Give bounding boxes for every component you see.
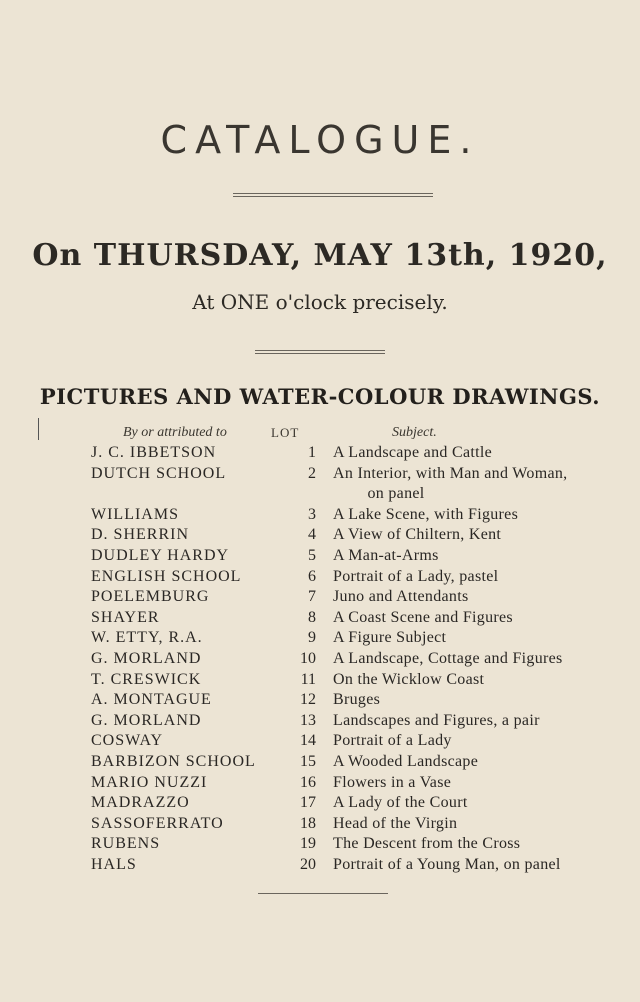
lot-subject: Head of the Virgin bbox=[333, 814, 458, 832]
catalogue-title: CATALOGUE. bbox=[160, 118, 480, 162]
lot-subject: A View of Chiltern, Kent bbox=[333, 526, 502, 544]
lot-artist: J. C. IBBETSON bbox=[91, 444, 217, 461]
lot-number: 1 bbox=[308, 444, 316, 461]
margin-mark bbox=[38, 418, 39, 440]
lot-subject: Bruges bbox=[333, 691, 381, 709]
sale-date: On THURSDAY, MAY 13th, 1920, bbox=[32, 238, 608, 273]
lot-row bbox=[0, 835, 640, 856]
lot-artist: D. SHERRIN bbox=[91, 526, 190, 544]
lot-row bbox=[0, 712, 640, 733]
lot-subject: Portrait of a Young Man, on panel bbox=[333, 856, 561, 873]
section-heading: PICTURES AND WATER-COLOUR DRAWINGS. bbox=[39, 384, 601, 409]
lot-number: 3 bbox=[308, 505, 316, 523]
lot-artist: T. CRESWICK bbox=[91, 670, 202, 688]
lot-number: 6 bbox=[308, 567, 316, 585]
lot-number: 13 bbox=[300, 711, 316, 729]
divider-rule bbox=[258, 893, 388, 894]
lot-artist: RUBENS bbox=[91, 835, 161, 853]
lot-number: 11 bbox=[300, 670, 316, 688]
lot-row bbox=[0, 506, 640, 527]
lot-row bbox=[0, 609, 640, 630]
lot-row bbox=[0, 856, 640, 877]
lot-artist: MARIO NUZZI bbox=[91, 773, 208, 791]
lot-artist: DUTCH SCHOOL bbox=[91, 464, 227, 482]
lot-artist: G. MORLAND bbox=[91, 650, 202, 667]
lot-artist: BARBIZON SCHOOL bbox=[91, 753, 256, 770]
lot-subject: A Figure Subject bbox=[333, 629, 447, 647]
lot-subject-continuation: on panel bbox=[367, 485, 425, 503]
lot-artist: G. MORLAND bbox=[91, 711, 202, 729]
lot-row bbox=[0, 588, 640, 609]
lot-subject: Flowers in a Vase bbox=[333, 773, 452, 791]
lot-artist: SASSOFERRATO bbox=[91, 814, 224, 832]
lot-artist: ENGLISH SCHOOL bbox=[91, 567, 242, 585]
lot-row bbox=[0, 815, 640, 836]
lot-subject: The Descent from the Cross bbox=[333, 835, 521, 853]
lot-subject: An Interior, with Man and Woman, bbox=[333, 464, 568, 482]
lot-number: 12 bbox=[300, 691, 316, 709]
lot-number: 7 bbox=[308, 588, 316, 606]
lot-subject: A Coast Scene and Figures bbox=[333, 608, 513, 626]
lot-row bbox=[0, 774, 640, 795]
lot-artist: HALS bbox=[91, 856, 137, 873]
lot-number: 15 bbox=[300, 753, 316, 770]
lot-subject: A Landscape and Cattle bbox=[333, 444, 492, 461]
lot-row bbox=[0, 671, 640, 692]
sale-time: At ONE o'clock precisely. bbox=[192, 290, 448, 314]
lot-row bbox=[0, 691, 640, 712]
divider-rule bbox=[255, 350, 385, 354]
lot-number: 20 bbox=[300, 856, 316, 873]
lot-number: 16 bbox=[300, 773, 316, 791]
lot-number: 10 bbox=[300, 650, 316, 667]
lot-row bbox=[0, 444, 640, 465]
lot-row bbox=[0, 526, 640, 547]
lot-number: 8 bbox=[308, 608, 316, 626]
lot-number: 17 bbox=[300, 794, 316, 812]
lot-row bbox=[0, 794, 640, 815]
lot-artist: WILLIAMS bbox=[91, 505, 179, 523]
lot-artist: DUDLEY HARDY bbox=[91, 547, 230, 564]
lot-artist: W. ETTY, R.A. bbox=[91, 629, 203, 647]
lot-subject: A Wooded Landscape bbox=[333, 753, 479, 770]
lot-subject: Juno and Attendants bbox=[333, 588, 469, 606]
lot-row bbox=[0, 629, 640, 650]
column-header-lot: LOT bbox=[271, 425, 300, 440]
lot-number: 14 bbox=[300, 732, 316, 750]
lot-number: 2 bbox=[308, 464, 316, 482]
lot-row bbox=[0, 547, 640, 568]
lot-subject: On the Wicklow Coast bbox=[333, 670, 485, 688]
column-header-artist: By or attributed to bbox=[123, 425, 227, 440]
column-header-subject: Subject. bbox=[392, 425, 437, 440]
lot-subject: Portrait of a Lady bbox=[333, 732, 452, 750]
lot-subject: A Landscape, Cottage and Figures bbox=[333, 650, 563, 667]
lot-subject: A Lake Scene, with Figures bbox=[333, 505, 519, 523]
lot-artist: SHAYER bbox=[91, 608, 160, 626]
lot-number: 18 bbox=[300, 814, 316, 832]
lot-row-continuation bbox=[0, 485, 640, 506]
lot-number: 9 bbox=[308, 629, 316, 647]
lot-artist: COSWAY bbox=[91, 732, 164, 750]
lot-row bbox=[0, 465, 640, 486]
lot-subject: Landscapes and Figures, a pair bbox=[333, 711, 540, 729]
lot-artist: MADRAZZO bbox=[91, 794, 190, 812]
divider-rule bbox=[233, 193, 433, 197]
lot-artist: POELEMBURG bbox=[91, 588, 210, 606]
lot-row bbox=[0, 650, 640, 671]
lot-row bbox=[0, 753, 640, 774]
lot-subject: A Lady of the Court bbox=[333, 794, 468, 812]
lot-subject: Portrait of a Lady, pastel bbox=[333, 567, 499, 585]
lot-row bbox=[0, 732, 640, 753]
lot-number: 4 bbox=[308, 526, 316, 544]
lot-row bbox=[0, 568, 640, 589]
lot-number: 19 bbox=[300, 835, 316, 853]
lot-subject: A Man-at-Arms bbox=[333, 547, 439, 564]
lot-number: 5 bbox=[308, 547, 316, 564]
lot-artist: A. MONTAGUE bbox=[91, 691, 212, 709]
